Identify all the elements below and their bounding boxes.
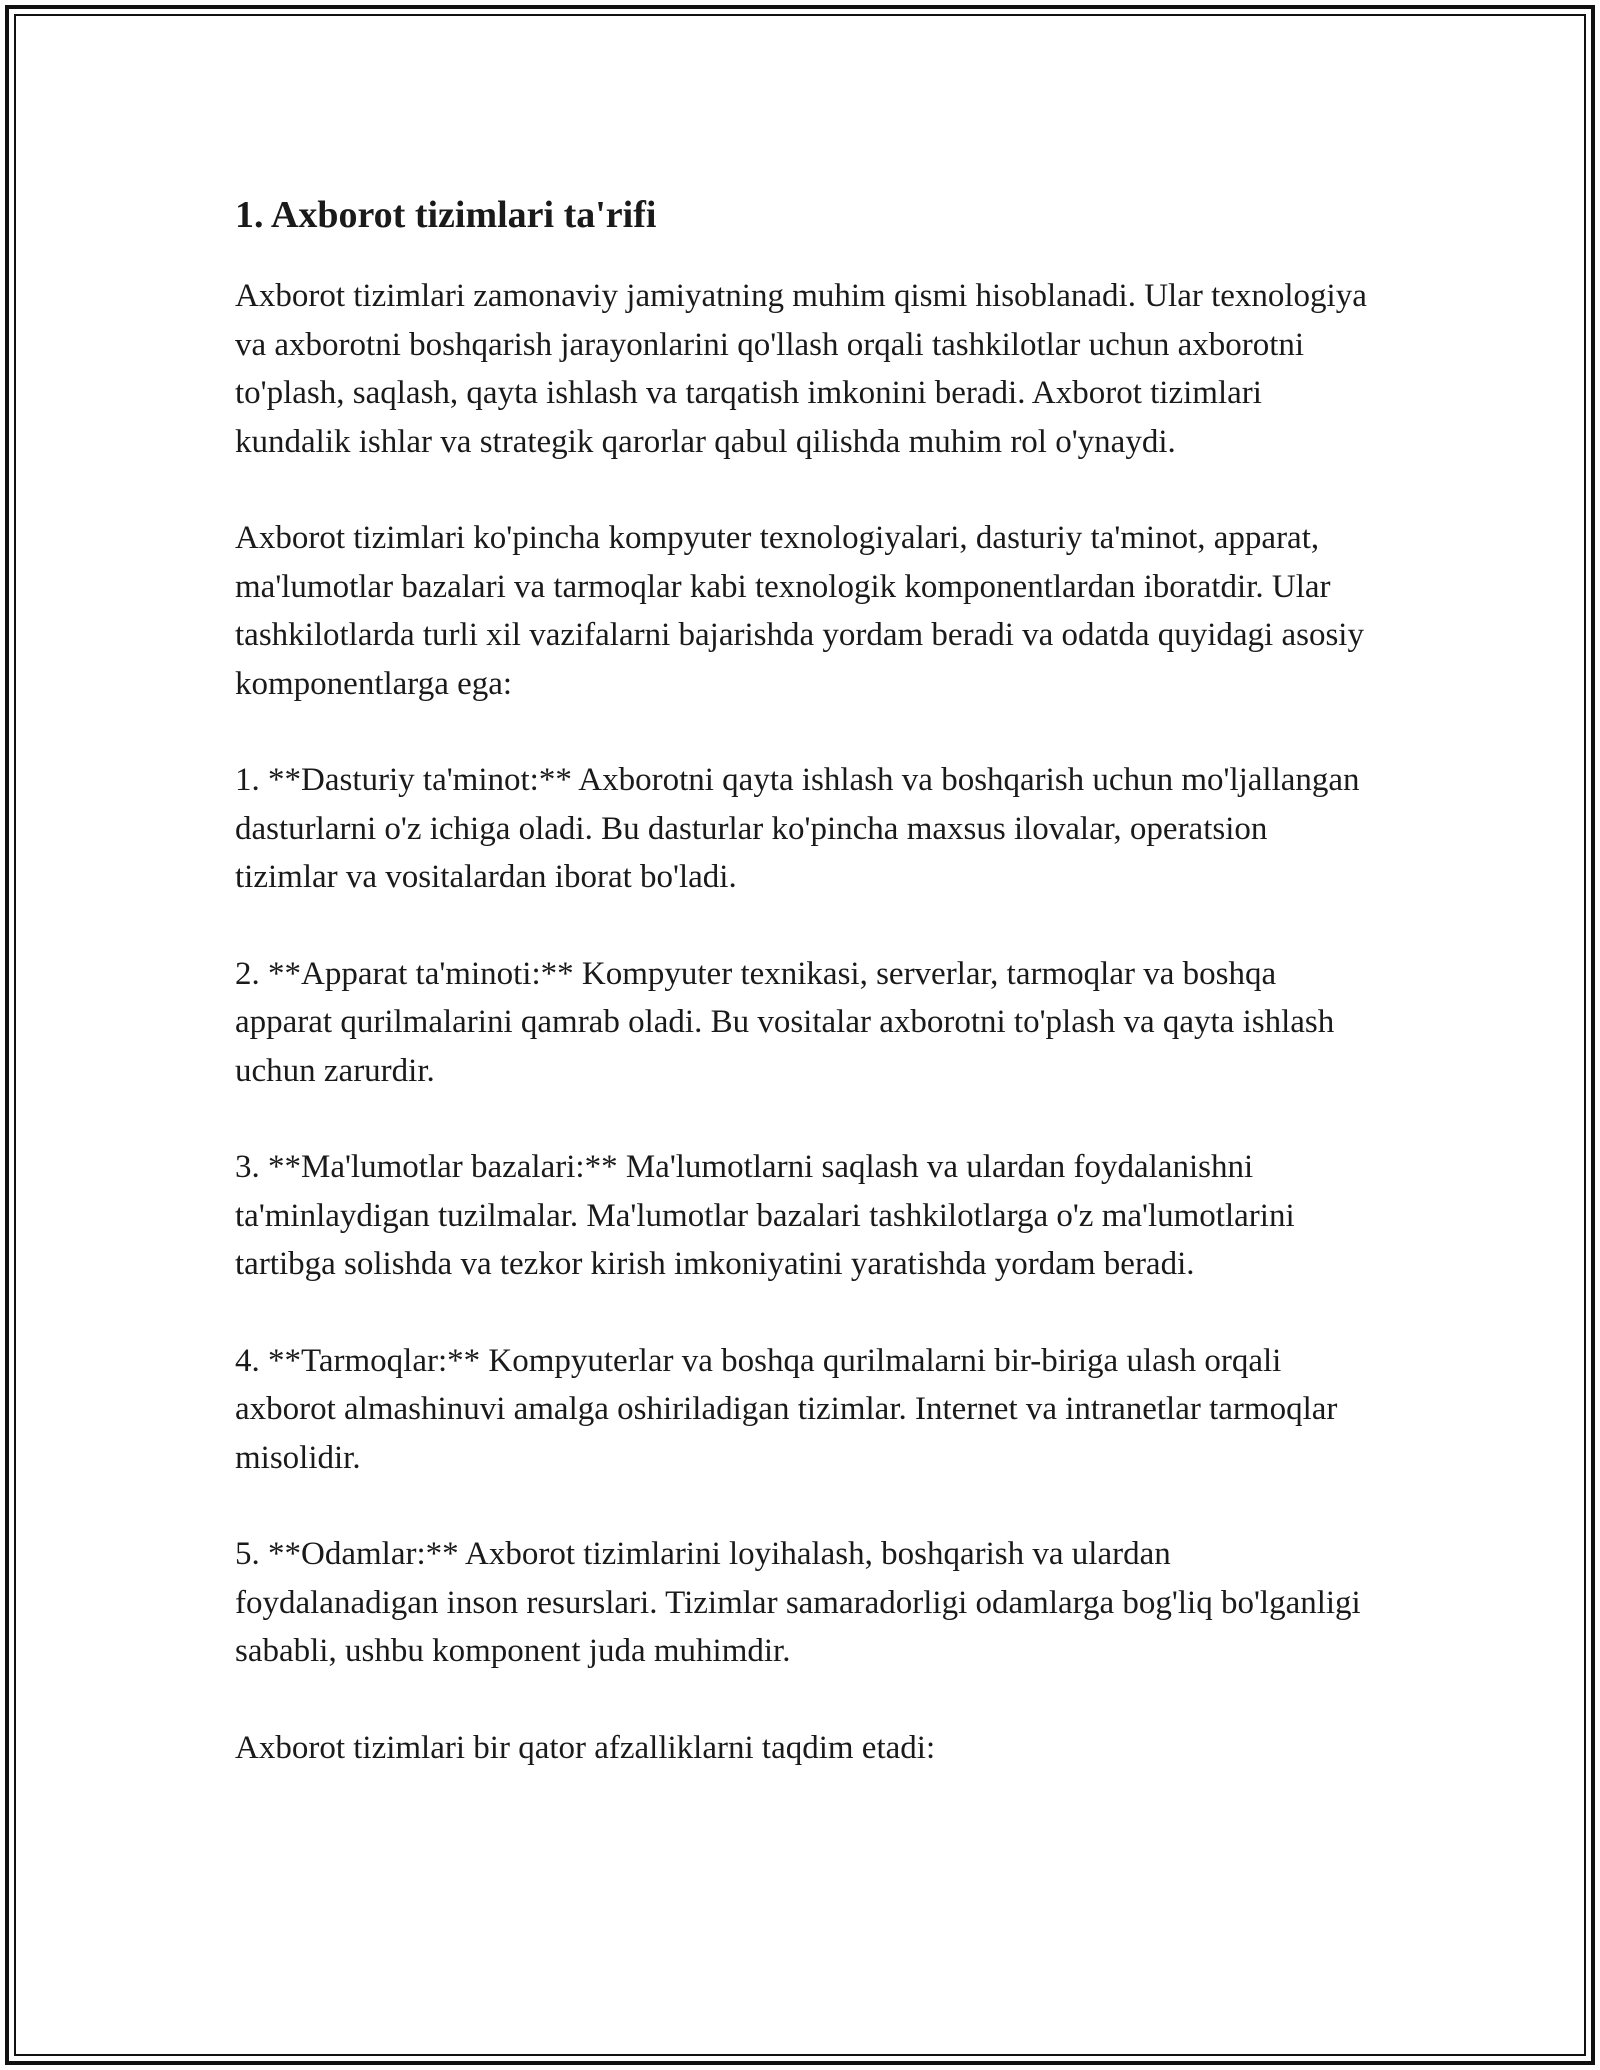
list-item-networks: 4. **Tarmoqlar:** Kompyuterlar va boshqa qurilmalarni bir-biriga ulash orqali axborot almashinuvi amalga oshiriladigan tizimlar. Internet va intranetlar tarmoqlar misolidir. [235,1342,1338,1476]
list-item-software: 1. **Dasturiy ta'minot:** Axborotni qayta ishlash va boshqarish uchun mo'ljallangan dasturlarni o'z ichiga oladi. Bu dasturlar ko'pincha maxsus ilovalar, operatsion tizimlar va vositalardan iborat bo'ladi. [235,762,1360,895]
paragraph-intro: Axborot tizimlari zamonaviy jamiyatning muhim qismi hisoblanadi. Ular texnologiya va axborotni boshqarish jarayonlarini qo'llash orqali tashkilotlar uchun axborotni to'plash, saqlash, qayta ishlash va tarqatish imkonini beradi. Axborot tizimlari kundalik ishlar va strategik qarorlar qabul qilishda muhim rol o'ynaydi. [235,278,1367,460]
list-item-people: 5. **Odamlar:** Axborot tizimlarini loyihalash, boshqarish va ulardan foydalanadigan inson resurslari. Tizimlar samaradorligi odamlarga bog'liq bo'lganligi sababli, ushbu komponent juda muhimdir. [235,1536,1361,1669]
list-item-hardware: 2. **Apparat ta'minoti:** Kompyuter texnikasi, serverlar, tarmoqlar va boshqa apparat qurilmalarini qamrab oladi. Bu vositalar axborotni to'plash va qayta ishlash uchun zarurdir. [235,955,1335,1089]
paragraph-advantages-intro: Axborot tizimlari bir qator afzalliklarni taqdim etadi: [235,1729,936,1766]
list-item-databases: 3. **Ma'lumotlar bazalari:** Ma'lumotlarni saqlash va ulardan foydalanishni ta'minlaydigan tuzilmalar. Ma'lumotlar bazalari tashkilotlarga o'z ma'lumotlarini tartibga solishda va tezkor kirish imkoniyatini yaratishda yordam beradi. [235,1149,1295,1282]
paragraph-components-intro: Axborot tizimlari ko'pincha kompyuter texnologiyalari, dasturiy ta'minot, apparat, ma'lumotlar bazalari va tarmoqlar kabi texnologik komponentlardan iboratdir. Ular tashkilotlarda turli xil vazifalarni bajarishda yordam beradi va odatda quyidagi asosiy komponentlarga ega: [235,520,1364,702]
section-heading: 1. Axborot tizimlari ta'rifi [235,194,657,236]
document-body [235,180,1375,1772]
